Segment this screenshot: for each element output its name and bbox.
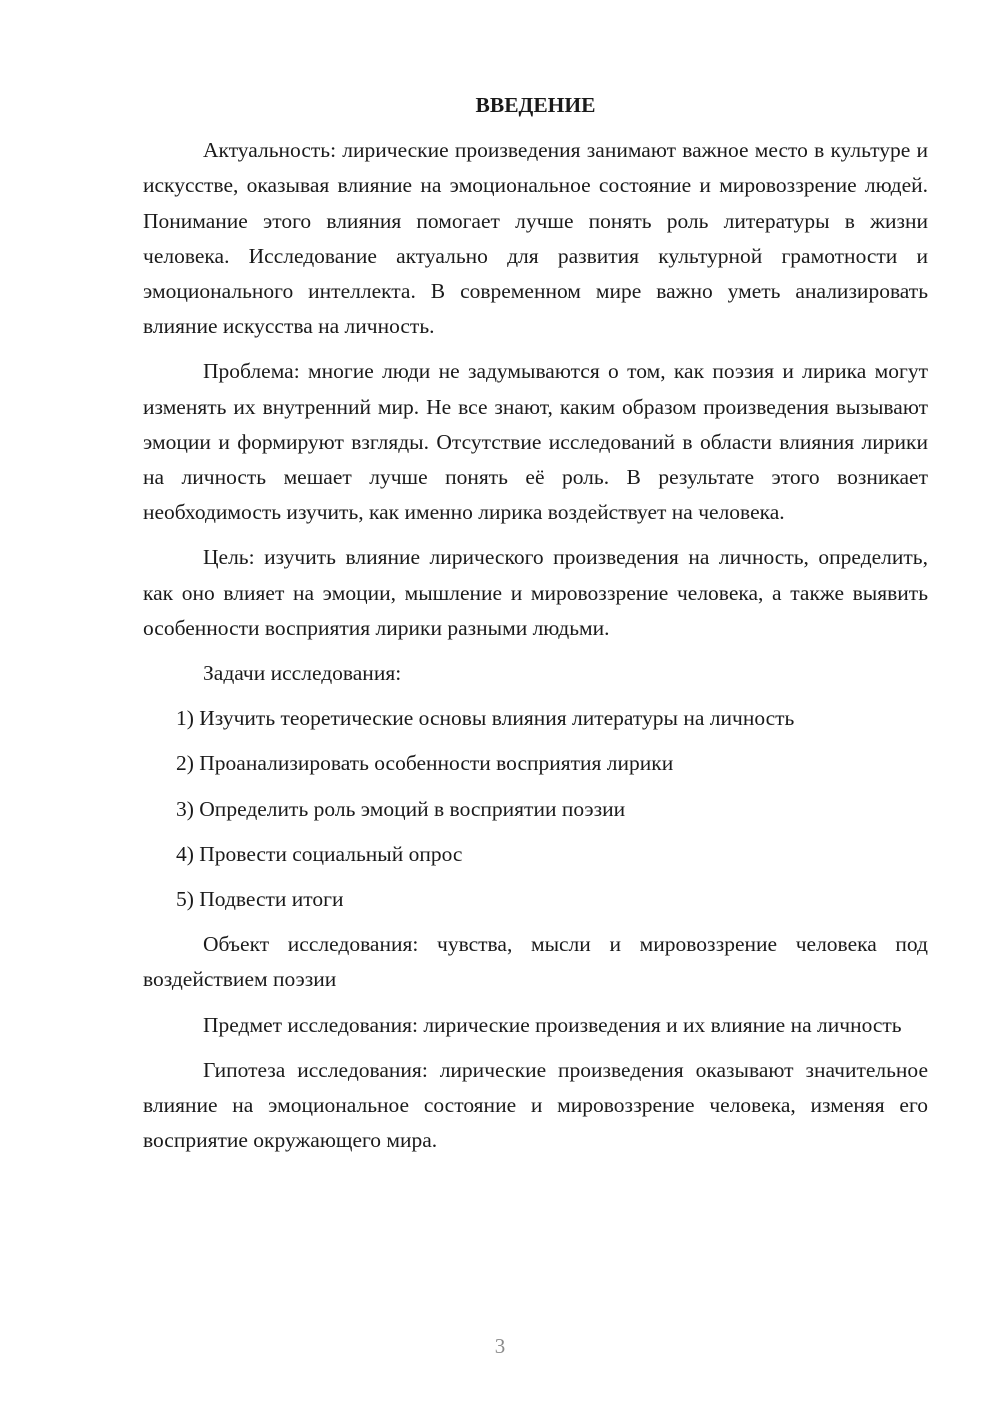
object-paragraph: Объект исследования: чувства, мысли и мировоззрение человека под воздействием поэзии <box>143 932 928 992</box>
task-item: 5) Подвести итоги <box>176 887 344 912</box>
section-heading: ВВЕДЕНИЕ <box>475 93 596 117</box>
task-item: 1) Изучить теоретические основы влияния литературы на личность <box>176 706 795 731</box>
goal-paragraph: Цель: изучить влияние лирического произведения на личность, определить, как оно влияет на эмоции, мышление и мировоззрение человека, а также выявить особенности восприятия лирики разными людьми. <box>143 545 928 640</box>
problem-paragraph: Проблема: многие люди не задумываются о том, как поэзия и лирика могут изменять их внутренний мир. Не все знают, каким образом произведения вызывают эмоции и формируют взгляды. Отсутствие исследований в области влияния лирики на личность мешает лучше понять её роль. В результате этого возникает необходимость изучить, как именно лирика воздействует на человека. <box>143 359 928 525</box>
task-item: 4) Провести социальный опрос <box>176 841 463 866</box>
document-page <box>143 88 928 1168</box>
task-item: 2) Проанализировать особенности восприятия лирики <box>176 751 674 776</box>
tasks-title: Задачи исследования: <box>203 661 402 686</box>
page-number: 3 <box>494 1334 506 1358</box>
task-item: 3) Определить роль эмоций в восприятии поэзии <box>176 796 626 821</box>
tasks-list <box>143 701 928 917</box>
relevance-paragraph: Актуальность: лирические произведения занимают важное место в культуре и искусстве, оказывая влияние на эмоциональное состояние и мировоззрение людей. Понимание этого влияния помогает лучше понять роль литературы в жизни человека. Исследование актуально для развития культурной грамотности и эмоционального интеллекта. В современном мире важно уметь анализировать влияние искусства на личность. <box>143 138 928 339</box>
subject-paragraph: Предмет исследования: лирические произведения и их влияние на личность <box>203 1012 902 1037</box>
hypothesis-paragraph: Гипотеза исследования: лирические произведения оказывают значительное влияние на эмоциональное состояние и мировоззрение человека, изменяя его восприятие окружающего мира. <box>143 1057 928 1153</box>
